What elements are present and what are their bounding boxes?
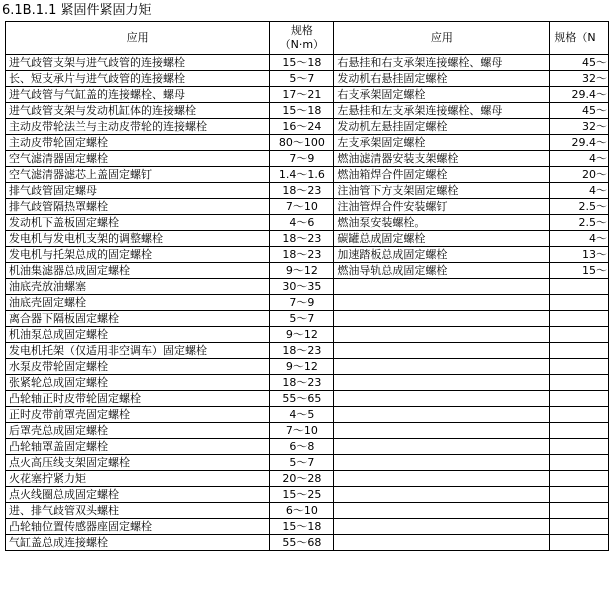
left-item-cell: 发电机与托架总成的固定螺栓 (6, 247, 270, 263)
left-item-cell: 排气歧管隔热罩螺栓 (6, 199, 270, 215)
table-row (6, 87, 609, 103)
left-item-cell: 水泵皮带轮固定螺栓 (6, 359, 270, 375)
right-item-cell (334, 391, 550, 407)
table-row (6, 407, 609, 423)
right-item-cell (334, 295, 550, 311)
left-item-cell: 长、短支承片与进气歧管的连接螺栓 (6, 71, 270, 87)
right-item-cell (334, 519, 550, 535)
left-item-cell: 主动皮带轮固定螺栓 (6, 135, 270, 151)
table-row (6, 311, 609, 327)
table-row (6, 231, 609, 247)
table-row (6, 295, 609, 311)
right-item-cell: 右悬挂和右支承架连接螺栓、螺母 (334, 55, 550, 71)
table-row (6, 279, 609, 295)
table-row (6, 503, 609, 519)
right-item-cell (334, 439, 550, 455)
table-row (6, 519, 609, 535)
right-item-cell (334, 359, 550, 375)
left-spec-cell: 9～12 (270, 263, 334, 279)
right-spec-cell: 15～ (550, 263, 609, 279)
left-spec-cell: 17～21 (270, 87, 334, 103)
left-spec-cell: 1.4～1.6 (270, 167, 334, 183)
left-item-cell: 油底壳固定螺栓 (6, 295, 270, 311)
left-spec-cell: 55～65 (270, 391, 334, 407)
table-row (6, 103, 609, 119)
right-spec-cell: 2.5～ (550, 215, 609, 231)
left-item-cell: 进气歧管与气缸盖的连接螺栓、螺母 (6, 87, 270, 103)
right-spec-cell (550, 343, 609, 359)
right-spec-cell: 32～ (550, 119, 609, 135)
left-item-cell: 火花塞拧紧力矩 (6, 471, 270, 487)
right-spec-cell (550, 487, 609, 503)
table-row (6, 199, 609, 215)
left-item-cell: 主动皮带轮法兰与主动皮带轮的连接螺栓 (6, 119, 270, 135)
table-row (6, 215, 609, 231)
right-item-cell (334, 535, 550, 551)
left-spec-cell: 15～18 (270, 55, 334, 71)
table-row (6, 183, 609, 199)
right-item-cell: 左支承架固定螺栓 (334, 135, 550, 151)
left-spec-cell: 15～25 (270, 487, 334, 503)
right-item-cell (334, 311, 550, 327)
left-spec-cell: 5～7 (270, 71, 334, 87)
left-spec-cell: 4～6 (270, 215, 334, 231)
left-spec-cell: 6～10 (270, 503, 334, 519)
right-item-cell: 燃油箱焊合件固定螺栓 (334, 167, 550, 183)
right-item-cell (334, 455, 550, 471)
header-left-item: 应用 (6, 22, 270, 55)
table-header-row (6, 22, 609, 55)
table-row (6, 71, 609, 87)
right-spec-cell: 4～ (550, 151, 609, 167)
left-spec-cell: 18～23 (270, 183, 334, 199)
right-spec-cell (550, 455, 609, 471)
torque-table-body (6, 22, 609, 551)
right-spec-cell (550, 423, 609, 439)
table-row (6, 135, 609, 151)
table-row (6, 471, 609, 487)
right-spec-cell: 29.4～ (550, 87, 609, 103)
table-row (6, 535, 609, 551)
right-spec-cell: 45～ (550, 103, 609, 119)
right-spec-cell (550, 503, 609, 519)
right-item-cell: 碳罐总成固定螺栓 (334, 231, 550, 247)
left-spec-cell: 9～12 (270, 327, 334, 343)
right-spec-cell: 29.4～ (550, 135, 609, 151)
table-row (6, 375, 609, 391)
left-spec-cell: 15～18 (270, 103, 334, 119)
left-item-cell: 凸轮轴正时皮带轮固定螺栓 (6, 391, 270, 407)
right-spec-cell (550, 375, 609, 391)
right-spec-cell: 13～ (550, 247, 609, 263)
left-item-cell: 发动机下盖板固定螺栓 (6, 215, 270, 231)
right-item-cell (334, 375, 550, 391)
left-item-cell: 张紧轮总成固定螺栓 (6, 375, 270, 391)
table-row (6, 263, 609, 279)
right-item-cell: 左悬挂和左支承架连接螺栓、螺母 (334, 103, 550, 119)
right-item-cell: 发动机右悬挂固定螺栓 (334, 71, 550, 87)
right-item-cell (334, 423, 550, 439)
right-item-cell: 发动机左悬挂固定螺栓 (334, 119, 550, 135)
right-spec-cell (550, 519, 609, 535)
left-spec-cell: 20～28 (270, 471, 334, 487)
right-spec-cell (550, 439, 609, 455)
right-spec-cell (550, 407, 609, 423)
table-row (6, 423, 609, 439)
left-spec-cell: 5～7 (270, 455, 334, 471)
right-item-cell: 燃油滤清器安装支架螺栓 (334, 151, 550, 167)
right-spec-cell (550, 279, 609, 295)
left-item-cell: 正时皮带前罩壳固定螺栓 (6, 407, 270, 423)
left-item-cell: 机油集滤器总成固定螺栓 (6, 263, 270, 279)
right-spec-cell: 20～ (550, 167, 609, 183)
left-spec-cell: 18～23 (270, 343, 334, 359)
left-item-cell: 点火线圈总成固定螺栓 (6, 487, 270, 503)
right-item-cell: 燃油导轨总成固定螺栓 (334, 263, 550, 279)
left-item-cell: 凸轮轴位置传感器座固定螺栓 (6, 519, 270, 535)
table-row (6, 119, 609, 135)
table-row (6, 247, 609, 263)
table-row (6, 167, 609, 183)
table-row (6, 327, 609, 343)
right-spec-cell (550, 471, 609, 487)
left-item-cell: 凸轮轴罩盖固定螺栓 (6, 439, 270, 455)
section-title: 6.1B.1.1 紧固件紧固力矩 (2, 3, 152, 18)
right-spec-cell (550, 327, 609, 343)
table-row (6, 487, 609, 503)
torque-table (5, 21, 609, 551)
left-item-cell: 进气歧管支架与进气歧管的连接螺栓 (6, 55, 270, 71)
header-left-spec-line2: （N·m） (279, 38, 325, 51)
left-spec-cell: 18～23 (270, 247, 334, 263)
right-spec-cell: 45～ (550, 55, 609, 71)
left-item-cell: 排气歧管固定螺母 (6, 183, 270, 199)
right-item-cell: 加速踏板总成固定螺栓 (334, 247, 550, 263)
left-item-cell: 离合器下隔板固定螺栓 (6, 311, 270, 327)
right-spec-cell (550, 535, 609, 551)
right-spec-cell (550, 311, 609, 327)
right-item-cell (334, 487, 550, 503)
right-item-cell: 右支承架固定螺栓 (334, 87, 550, 103)
left-item-cell: 发电机托架（仅适用非空调车）固定螺栓 (6, 343, 270, 359)
right-item-cell (334, 343, 550, 359)
left-spec-cell: 16～24 (270, 119, 334, 135)
left-item-cell: 进、排气歧管双头螺柱 (6, 503, 270, 519)
header-right-spec: 规格（N (550, 22, 609, 55)
left-item-cell: 机油泵总成固定螺栓 (6, 327, 270, 343)
table-row (6, 343, 609, 359)
left-spec-cell: 9～12 (270, 359, 334, 375)
table-row (6, 439, 609, 455)
right-spec-cell: 4～ (550, 231, 609, 247)
right-item-cell (334, 327, 550, 343)
left-item-cell: 空气滤清器滤芯上盖固定螺钉 (6, 167, 270, 183)
left-item-cell: 油底壳放油螺塞 (6, 279, 270, 295)
left-spec-cell: 7～9 (270, 151, 334, 167)
table-row (6, 151, 609, 167)
right-item-cell (334, 279, 550, 295)
right-spec-cell: 4～ (550, 183, 609, 199)
left-item-cell: 后罩壳总成固定螺栓 (6, 423, 270, 439)
left-item-cell: 点火高压线支架固定螺栓 (6, 455, 270, 471)
right-spec-cell (550, 391, 609, 407)
right-item-cell: 燃油泵安装螺栓。 (334, 215, 550, 231)
left-spec-cell: 55～68 (270, 535, 334, 551)
right-spec-cell (550, 359, 609, 375)
left-item-cell: 气缸盖总成连接螺栓 (6, 535, 270, 551)
left-spec-cell: 7～9 (270, 295, 334, 311)
left-spec-cell: 80～100 (270, 135, 334, 151)
right-item-cell (334, 471, 550, 487)
table-row (6, 391, 609, 407)
right-item-cell: 注油管下方支架固定螺栓 (334, 183, 550, 199)
left-item-cell: 发电机与发电机支架的调整螺栓 (6, 231, 270, 247)
left-spec-cell: 30～35 (270, 279, 334, 295)
left-spec-cell: 18～23 (270, 375, 334, 391)
right-item-cell: 注油管焊合件安装螺钉 (334, 199, 550, 215)
left-spec-cell: 15～18 (270, 519, 334, 535)
left-spec-cell: 7～10 (270, 423, 334, 439)
right-spec-cell: 2.5～ (550, 199, 609, 215)
left-item-cell: 空气滤清器固定螺栓 (6, 151, 270, 167)
header-left-spec (270, 22, 334, 55)
table-row (6, 55, 609, 71)
table-row (6, 455, 609, 471)
left-spec-cell: 7～10 (270, 199, 334, 215)
left-spec-cell: 5～7 (270, 311, 334, 327)
table-row (6, 359, 609, 375)
right-item-cell (334, 503, 550, 519)
right-item-cell (334, 407, 550, 423)
left-spec-cell: 18～23 (270, 231, 334, 247)
left-item-cell: 进气歧管支架与发动机缸体的连接螺栓 (6, 103, 270, 119)
left-spec-cell: 4～5 (270, 407, 334, 423)
header-left-spec-line1: 规格 (290, 24, 313, 37)
right-spec-cell: 32～ (550, 71, 609, 87)
header-right-item: 应用 (334, 22, 550, 55)
right-spec-cell (550, 295, 609, 311)
left-spec-cell: 6～8 (270, 439, 334, 455)
